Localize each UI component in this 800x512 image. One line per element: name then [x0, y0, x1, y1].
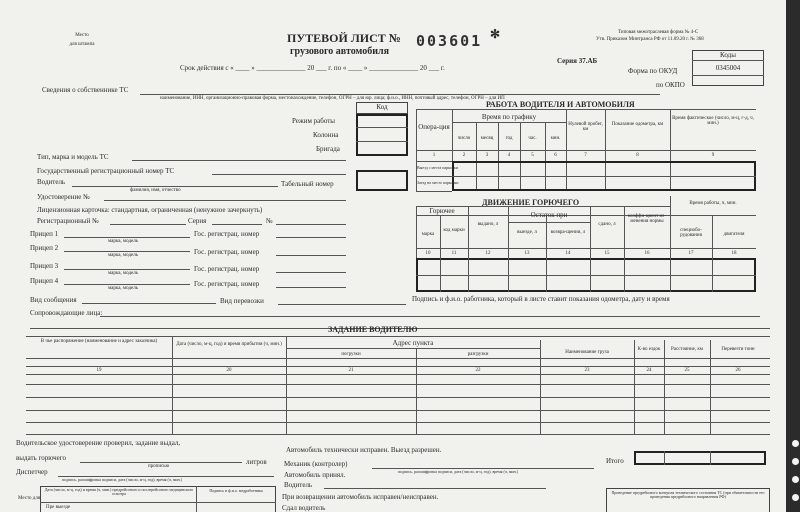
- schedule-time-header: Время по графику: [481, 113, 537, 121]
- customer-header: В чье распоряжение (наименование и адрес заказчика): [40, 339, 158, 344]
- col-num: 18: [731, 251, 737, 256]
- fuel-header: Горючее: [429, 207, 455, 215]
- transport-type-label: Вид перевозки: [220, 297, 264, 305]
- codes-header: Коды: [720, 51, 736, 59]
- dot-icon: [792, 476, 799, 483]
- task-section-title: ЗАДАНИЕ ВОДИТЕЛЮ: [328, 325, 418, 334]
- stamp-place-label: Место: [75, 33, 89, 38]
- form-type-label: Типовая межотраслевая форма № 4-С: [618, 30, 699, 35]
- liters-label: литров: [246, 458, 267, 466]
- trailer3-label: Прицеп 3: [30, 262, 59, 270]
- medical-place-label: Место для: [18, 496, 41, 501]
- tons-header: Перевезти тонн: [721, 347, 755, 352]
- series-label: Серия 37.АБ: [557, 57, 598, 65]
- brigade-label: Бригада: [316, 145, 340, 153]
- vehicle-type-label: Тип, марка и модель ТС: [37, 153, 109, 161]
- zero-run-header: Нулевой пробег, км: [568, 122, 603, 132]
- trailer2-label: Прицеп 2: [30, 244, 59, 252]
- col-num: 19: [96, 368, 102, 373]
- control-note: Проведение предрейсового контроля технического состояния ТС (при обязательности его проведения предрейсового направления РФ): [611, 490, 765, 499]
- col-num: 12: [485, 251, 491, 256]
- address-header: Адрес пункта: [392, 339, 434, 347]
- fuel-exit: выезде, л: [517, 230, 537, 235]
- stamp-place-label-2: для штампа: [69, 42, 95, 47]
- distance-header: Расстояние, км: [671, 347, 703, 352]
- okud-code: 0345004: [715, 64, 741, 72]
- special-equipment: специобо-рудования: [680, 228, 702, 238]
- row-return-label: Заезд на место парковки: [417, 180, 459, 185]
- tab-number-label: Табельный номер: [281, 180, 334, 188]
- odometer-header: Показание одометра, км: [611, 122, 664, 127]
- escorts-label: Сопровождающие лица:: [30, 309, 103, 317]
- col-num: 3: [485, 153, 489, 158]
- tech-ok-label: Автомобиль технически исправен. Выезд разрешен.: [286, 446, 442, 454]
- work-time-header: Время работы, ч, мин.: [689, 201, 737, 206]
- gos-reg-label-3: Гос. регистрац. номер: [194, 265, 260, 273]
- col-num: 13: [524, 251, 530, 256]
- driver-hint: фамилия, имя, отчество: [130, 188, 181, 193]
- total-box: [634, 451, 766, 465]
- license-label: Удостоверение №: [37, 193, 90, 201]
- code-cells: [356, 114, 408, 156]
- col-num: 2: [462, 153, 466, 158]
- brand-model-hint: марка, модель: [108, 286, 138, 291]
- waybill-number: 003601: [416, 32, 483, 50]
- message-type-label: Вид сообщения: [30, 296, 77, 304]
- col-num: 5: [531, 153, 534, 158]
- col-num: 6: [554, 153, 557, 158]
- col-num: 17: [688, 251, 694, 256]
- signature-note: Подпись и ф.и.о. работника, который в листе ставит показания одометра, дату и время: [412, 295, 670, 303]
- okud-label: Форма по ОКУД: [628, 67, 678, 75]
- dark-edge: [786, 0, 800, 512]
- reg-number-label: Государственный регистрационный номер ТС: [37, 167, 175, 175]
- okpo-label: по ОКПО: [656, 81, 685, 89]
- col-minute: мин.: [550, 136, 561, 141]
- gos-reg-label-1: Гос. регистрац. номер: [194, 230, 260, 238]
- fuel-return: возвра-щении, л: [550, 230, 586, 235]
- handed-over-label: Сдал водитель: [282, 504, 326, 512]
- col-day: число: [457, 136, 471, 141]
- row-exit-label: Выезд с места парковки: [417, 165, 458, 170]
- owner-label: Сведения о собственнике ТС: [42, 86, 129, 94]
- form-approval-label: Утв. Приказом Минтранса РФ от 11.09.20 г. № 368: [596, 37, 704, 42]
- col-num: 10: [425, 251, 431, 256]
- col-num: 16: [644, 251, 650, 256]
- unloading-header: разгрузки: [467, 352, 489, 357]
- col-num: 26: [735, 368, 741, 373]
- work-section-title: РАБОТА ВОДИТЕЛЯ И АВТОМОБИЛЯ: [486, 100, 635, 109]
- brand-model-hint: марка, модель: [108, 271, 138, 276]
- trips-header: К-во ездок: [637, 347, 661, 352]
- fuel-amount-hint: прописью: [148, 464, 170, 469]
- card-series-label: Серия: [188, 217, 207, 225]
- form-subtitle: грузового автомобиля: [290, 46, 390, 57]
- col-num: 11: [451, 251, 457, 256]
- dispatcher-signature-hint: подпись, расшифровка подписи, дата (число, м-ц, год), время (ч, мин.): [62, 477, 182, 482]
- vehicle-accepted-label: Автомобиль принял.: [284, 471, 346, 479]
- col-num: 21: [348, 368, 354, 373]
- brand-model-hint: марка, модель: [108, 239, 138, 244]
- col-num: 4: [507, 153, 511, 158]
- fuel-coef: коэффи-циент из-менения нормы: [628, 214, 666, 224]
- col-num: 25: [684, 368, 690, 373]
- fuel-issued: выдано, л: [477, 222, 499, 227]
- col-num: 22: [475, 368, 481, 373]
- col-num: 23: [584, 368, 590, 373]
- col-year: год: [505, 136, 513, 141]
- operation-header: Опера-ция: [418, 123, 450, 131]
- col-num: 9: [711, 153, 715, 158]
- dot-icon: [792, 440, 799, 447]
- engine-time: двигателя: [723, 232, 745, 237]
- brand-model-hint: марка, модель: [108, 253, 138, 258]
- fuel-brand: марка: [421, 232, 435, 237]
- work-mode-label: Режим работы: [292, 117, 336, 125]
- barcode-mark-icon: ✻: [490, 27, 501, 41]
- card-reg-label: Регистрационный №: [37, 217, 99, 225]
- medical-signature-header: Подпись и ф.и.о. медработника: [209, 488, 263, 493]
- col-hour: час.: [528, 136, 537, 141]
- dot-icon: [792, 494, 799, 501]
- col-num: 15: [604, 251, 610, 256]
- fuel-remainder: Остаток при: [530, 211, 568, 219]
- tab-number-box: [356, 170, 408, 191]
- col-num: 20: [226, 368, 232, 373]
- trailer4-label: Прицеп 4: [30, 277, 59, 285]
- gos-reg-label-4: Гос. регистрац. номер: [194, 280, 260, 288]
- card-num-label: №: [266, 217, 273, 225]
- col-num: 14: [565, 251, 571, 256]
- trailer1-label: Прицеп 1: [30, 230, 59, 238]
- medical-date-header: Дата (число, м-ц, год) и время (ч, мин.) предрейсового и послерейсового медицинского осмотра: [44, 487, 194, 496]
- return-state-label: При возвращении автомобиль исправен/неисправен.: [282, 493, 439, 501]
- dispatcher-label: Диспетчер: [16, 468, 48, 476]
- col-num: 8: [636, 153, 639, 158]
- license-card-label: Лицензионная карточка: стандартная, ограниченная (ненужное зачеркнуть): [37, 206, 263, 214]
- col-month: месяц: [480, 136, 494, 141]
- code-header: Код: [376, 103, 388, 111]
- column-label: Колонна: [313, 131, 339, 139]
- fuel-section-title: ДВИЖЕНИЕ ГОРЮЧЕГО: [482, 198, 580, 207]
- validity-line: Срок действия с « ____ » ______________ 20 ___ г. по « ____ » ______________ 20 ___ г.: [180, 64, 445, 72]
- col-num: 24: [646, 368, 652, 373]
- actual-time-header: Время фактическое (число, м-ц, г-д, ч, мин.): [672, 116, 754, 126]
- dot-icon: [792, 458, 799, 465]
- mechanic-label: Механик (контролер): [284, 460, 348, 468]
- fuel-issue-label: выдать горючего: [16, 454, 66, 462]
- arrival-date-header: Дата (число, м-ц, год) и время прибытия (ч, мин.): [176, 342, 282, 347]
- gos-reg-label-2: Гос. регистрац. номер: [194, 248, 260, 256]
- driver-label: Водитель: [37, 178, 66, 186]
- cargo-header: Наименование груза: [565, 350, 609, 355]
- mechanic-signature-hint: подпись, расшифровка подписи, дата (число, м-ц, год), время (ч, мин.): [398, 469, 518, 474]
- loading-header: погрузки: [341, 352, 361, 357]
- owner-hint: наименование, ИНН, организационно-правовая форма, местонахождение, телефон, ОГРН – для юр. лица; ф.и.о., ИНН, почтовый адрес, телефон, ОГРН – для ИП: [160, 96, 505, 101]
- pre-trip-label: Пре выезде: [46, 505, 71, 510]
- fuel-handed: сдано, л: [598, 222, 616, 227]
- form-title: ПУТЕВОЙ ЛИСТ №: [287, 31, 401, 45]
- col-num: 7: [584, 153, 587, 158]
- license-checked-label: Водительское удостоверение проверил, задание выдал,: [16, 439, 181, 447]
- total-label: Итого: [606, 457, 624, 465]
- fuel-code: код марки: [443, 228, 465, 233]
- col-num: 1: [432, 153, 436, 158]
- accepting-driver-label: Водитель: [284, 481, 313, 489]
